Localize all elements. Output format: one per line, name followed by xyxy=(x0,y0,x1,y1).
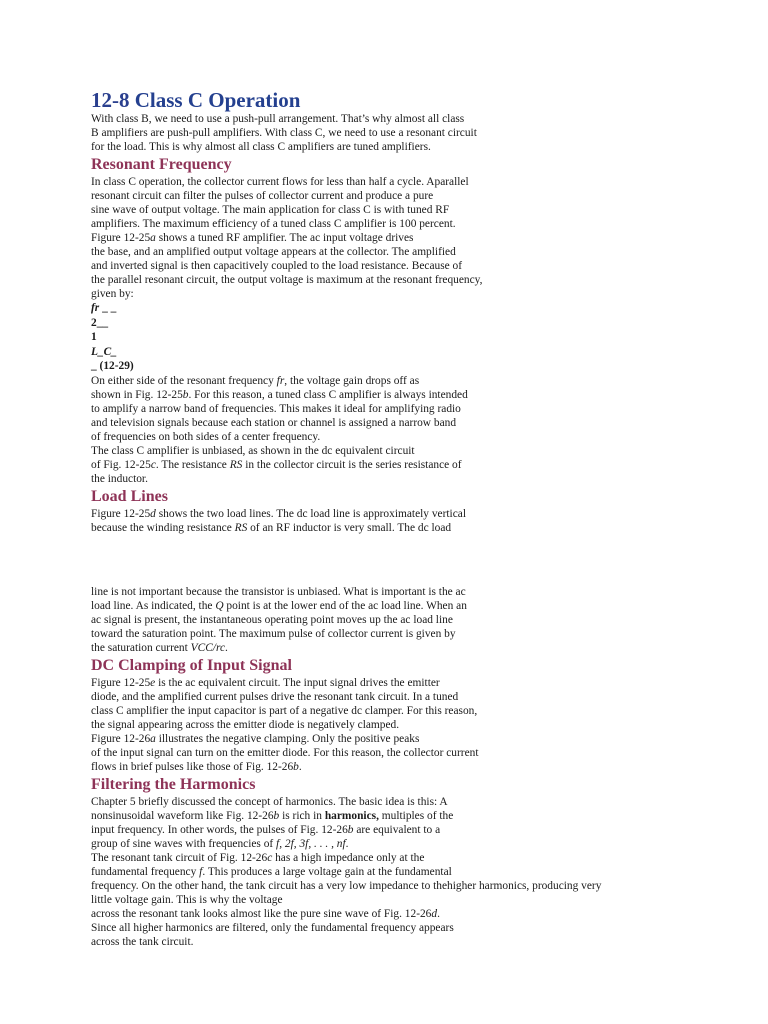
text-run: , the voltage gain drops off as xyxy=(284,374,420,387)
equation-text: _ _ xyxy=(99,302,117,314)
italic-run: Q xyxy=(215,599,224,612)
italic-run: b xyxy=(273,809,280,822)
text-run: in the collector circuit is the series resistance of xyxy=(242,458,462,471)
italic-run: RS xyxy=(234,521,248,534)
text-line: across the tank circuit. xyxy=(91,935,194,948)
text-line xyxy=(91,809,691,823)
text-run: Figure 12-25 xyxy=(91,507,151,520)
text-line xyxy=(91,907,691,921)
text-line xyxy=(91,507,691,521)
text-run: illustrates the negative clamping. Only the positive peaks xyxy=(155,732,420,745)
italic-run: b xyxy=(182,388,189,401)
text-run: input frequency. In other words, the pulses of Fig. 12-26 xyxy=(91,823,348,836)
italic-run: f, 2f, 3f, . . . , nf xyxy=(276,837,346,850)
text-line: and television signals because each station or channel is assigned a narrow band xyxy=(91,416,457,429)
text-run: On either side of the resonant frequency xyxy=(91,374,277,387)
text-run: are equivalent to a xyxy=(353,823,441,836)
text-line: The class C amplifier is unbiased, as shown in the dc equivalent circuit xyxy=(91,444,415,457)
italic-run: fr xyxy=(276,374,285,387)
italic-run: c xyxy=(150,458,156,471)
text-line xyxy=(91,599,691,613)
text-run: nonsinusoidal waveform like Fig. 12-26 xyxy=(91,809,274,822)
text-line xyxy=(91,641,691,655)
text-line: toward the saturation point. The maximum pulse of collector current is given by xyxy=(91,627,456,640)
text-run: is rich in xyxy=(279,809,325,822)
italic-run: a xyxy=(150,732,156,745)
text-line: Since all higher harmonics are filtered, only the fundamental frequency appears xyxy=(91,921,454,934)
text-run: of an RF inductor is very small. The dc load xyxy=(247,521,452,534)
italic-run: d xyxy=(150,507,156,520)
text-line: little voltage gain. This is why the voltage xyxy=(91,893,283,906)
text-run: because the winding resistance xyxy=(91,521,235,534)
page-break-gap xyxy=(91,535,691,585)
text-run: load line. As indicated, the xyxy=(91,599,216,612)
dc-clamping-section xyxy=(91,676,691,774)
text-line xyxy=(91,851,691,865)
text-run: . xyxy=(298,760,302,773)
text-run: group of sine waves with frequencies of xyxy=(91,837,277,850)
text-line xyxy=(91,865,691,879)
italic-run: f xyxy=(199,865,203,878)
italic-run: a xyxy=(150,232,156,244)
text-line: B amplifiers are push-pull amplifiers. With class C, we need to use a resonant circuit xyxy=(91,127,477,139)
text-line: the signal appearing across the emitter diode is negatively clamped. xyxy=(91,718,400,731)
text-run: Figure 12-25 xyxy=(91,232,151,244)
equation-symbol: fr xyxy=(91,302,100,314)
text-line: In class C operation, the collector current flows for less than half a cycle. Aparallel xyxy=(91,176,469,188)
text-run: multiples of the xyxy=(378,809,454,822)
equation-block xyxy=(91,301,691,374)
text-line: class C amplifier the input capacitor is part of a negative dc clamper. For this reason, xyxy=(91,704,478,717)
text-line: line is not important because the transistor is unbiased. What is important is the ac xyxy=(91,585,466,598)
text-line xyxy=(91,374,691,388)
text-line: the base, and an amplified output voltage appears at the collector. The amplified xyxy=(91,246,456,258)
document-page xyxy=(91,88,691,949)
text-run: . xyxy=(225,641,228,654)
text-run: Figure 12-26 xyxy=(91,732,151,745)
text-run: shows a tuned RF amplifier. The ac input voltage drives xyxy=(155,232,414,244)
load-lines-section xyxy=(91,507,691,655)
filtering-harmonics-section xyxy=(91,795,691,949)
italic-run: e xyxy=(150,676,156,689)
italic-run: b xyxy=(293,760,299,773)
text-run: . xyxy=(437,907,440,920)
text-line xyxy=(91,760,691,774)
section-number: 12-8 xyxy=(91,88,130,112)
text-line: of frequencies on both sides of a center frequency. xyxy=(91,430,321,443)
text-run: of Fig. 12-25 xyxy=(91,458,151,471)
text-run: Figure 12-25 xyxy=(91,676,151,689)
text-line xyxy=(91,676,691,690)
text-run: the saturation current xyxy=(91,641,191,654)
italic-run: VCC/rc xyxy=(190,641,226,654)
text-run: shown in Fig. 12-25 xyxy=(91,388,183,401)
bold-run: harmonics, xyxy=(324,809,379,822)
text-run: point is at the lower end of the ac load line. When an xyxy=(223,599,467,612)
section-title: Class C Operation xyxy=(129,88,301,112)
text-line: frequency. On the other hand, the tank circuit has a very low impedance to thehigher harmonics, producing very xyxy=(91,879,602,892)
text-line xyxy=(91,388,691,402)
page-title xyxy=(91,88,691,112)
text-line: With class B, we need to use a push-pull arrangement. That’s why almost all class xyxy=(91,113,465,125)
italic-run: c xyxy=(267,851,273,864)
text-line: and inverted signal is then capacitively coupled to the load resistance. Because of xyxy=(91,260,463,272)
text-line xyxy=(91,837,691,851)
text-line: the parallel resonant circuit, the output voltage is maximum at the resonant frequency, xyxy=(91,274,483,286)
equation-line: 2__ xyxy=(91,316,109,329)
resonant-frequency-section xyxy=(91,175,691,486)
text-line: Chapter 5 briefly discussed the concept of harmonics. The basic idea is this: A xyxy=(91,795,448,808)
equation-number: _ (12-29) xyxy=(91,360,134,372)
text-run: has a high impedance only at the xyxy=(272,851,425,864)
heading-resonant-frequency: Resonant Frequency xyxy=(91,156,232,173)
text-run: fundamental frequency xyxy=(91,865,200,878)
text-run: The resonant tank circuit of Fig. 12-26 xyxy=(91,851,268,864)
equation-line xyxy=(91,345,691,360)
text-run: shows the two load lines. The dc load line is approximately vertical xyxy=(155,507,466,520)
text-line xyxy=(91,231,691,245)
text-run: flows in brief pulses like those of Fig. 12-26 xyxy=(91,760,294,773)
text-line: the inductor. xyxy=(91,472,148,485)
text-line xyxy=(91,732,691,746)
text-run: . xyxy=(345,837,349,850)
equation-symbol: L_C_ xyxy=(91,345,117,358)
text-line: sine wave of output voltage. The main application for class C is with tuned RF xyxy=(91,204,450,216)
equation-line xyxy=(91,301,691,316)
text-line: to amplify a narrow band of frequencies. This makes it ideal for amplifying radio xyxy=(91,402,461,415)
text-run: . The resistance xyxy=(155,458,230,471)
text-run: across the resonant tank looks almost like the pure sine wave of Fig. 12-26 xyxy=(91,907,432,920)
text-run: . This produces a large voltage gain at the fundamental xyxy=(202,865,452,878)
heading-load-lines: Load Lines xyxy=(91,487,168,505)
text-line xyxy=(91,521,691,535)
text-line: resonant circuit can filter the pulses of collector current and produce a pure xyxy=(91,190,434,202)
heading-dc-clamping: DC Clamping of Input Signal xyxy=(91,656,292,674)
text-line: ac signal is present, the instantaneous operating point moves up the ac load line xyxy=(91,613,453,626)
text-line: of the input signal can turn on the emitter diode. For this reason, the collector current xyxy=(91,746,479,759)
italic-run: d xyxy=(431,907,438,920)
text-run: is the ac equivalent circuit. The input signal drives the emitter xyxy=(155,676,440,689)
equation-line: 1 xyxy=(91,331,97,343)
text-line xyxy=(91,458,691,472)
text-line: amplifiers. The maximum efficiency of a tuned class C amplifier is 100 percent. xyxy=(91,218,456,230)
text-line: diode, and the amplified current pulses drive the resonant tank circuit. In a tuned xyxy=(91,690,459,703)
text-line: for the load. This is why almost all class C amplifiers are tuned amplifiers. xyxy=(91,141,431,153)
text-line xyxy=(91,823,691,837)
intro-paragraph xyxy=(91,112,691,154)
italic-run: RS xyxy=(229,458,243,471)
heading-filtering-harmonics: Filtering the Harmonics xyxy=(91,775,256,793)
text-run: . For this reason, a tuned class C amplifier is always intended xyxy=(188,388,468,401)
italic-run: b xyxy=(347,823,354,836)
text-line: given by: xyxy=(91,288,134,300)
